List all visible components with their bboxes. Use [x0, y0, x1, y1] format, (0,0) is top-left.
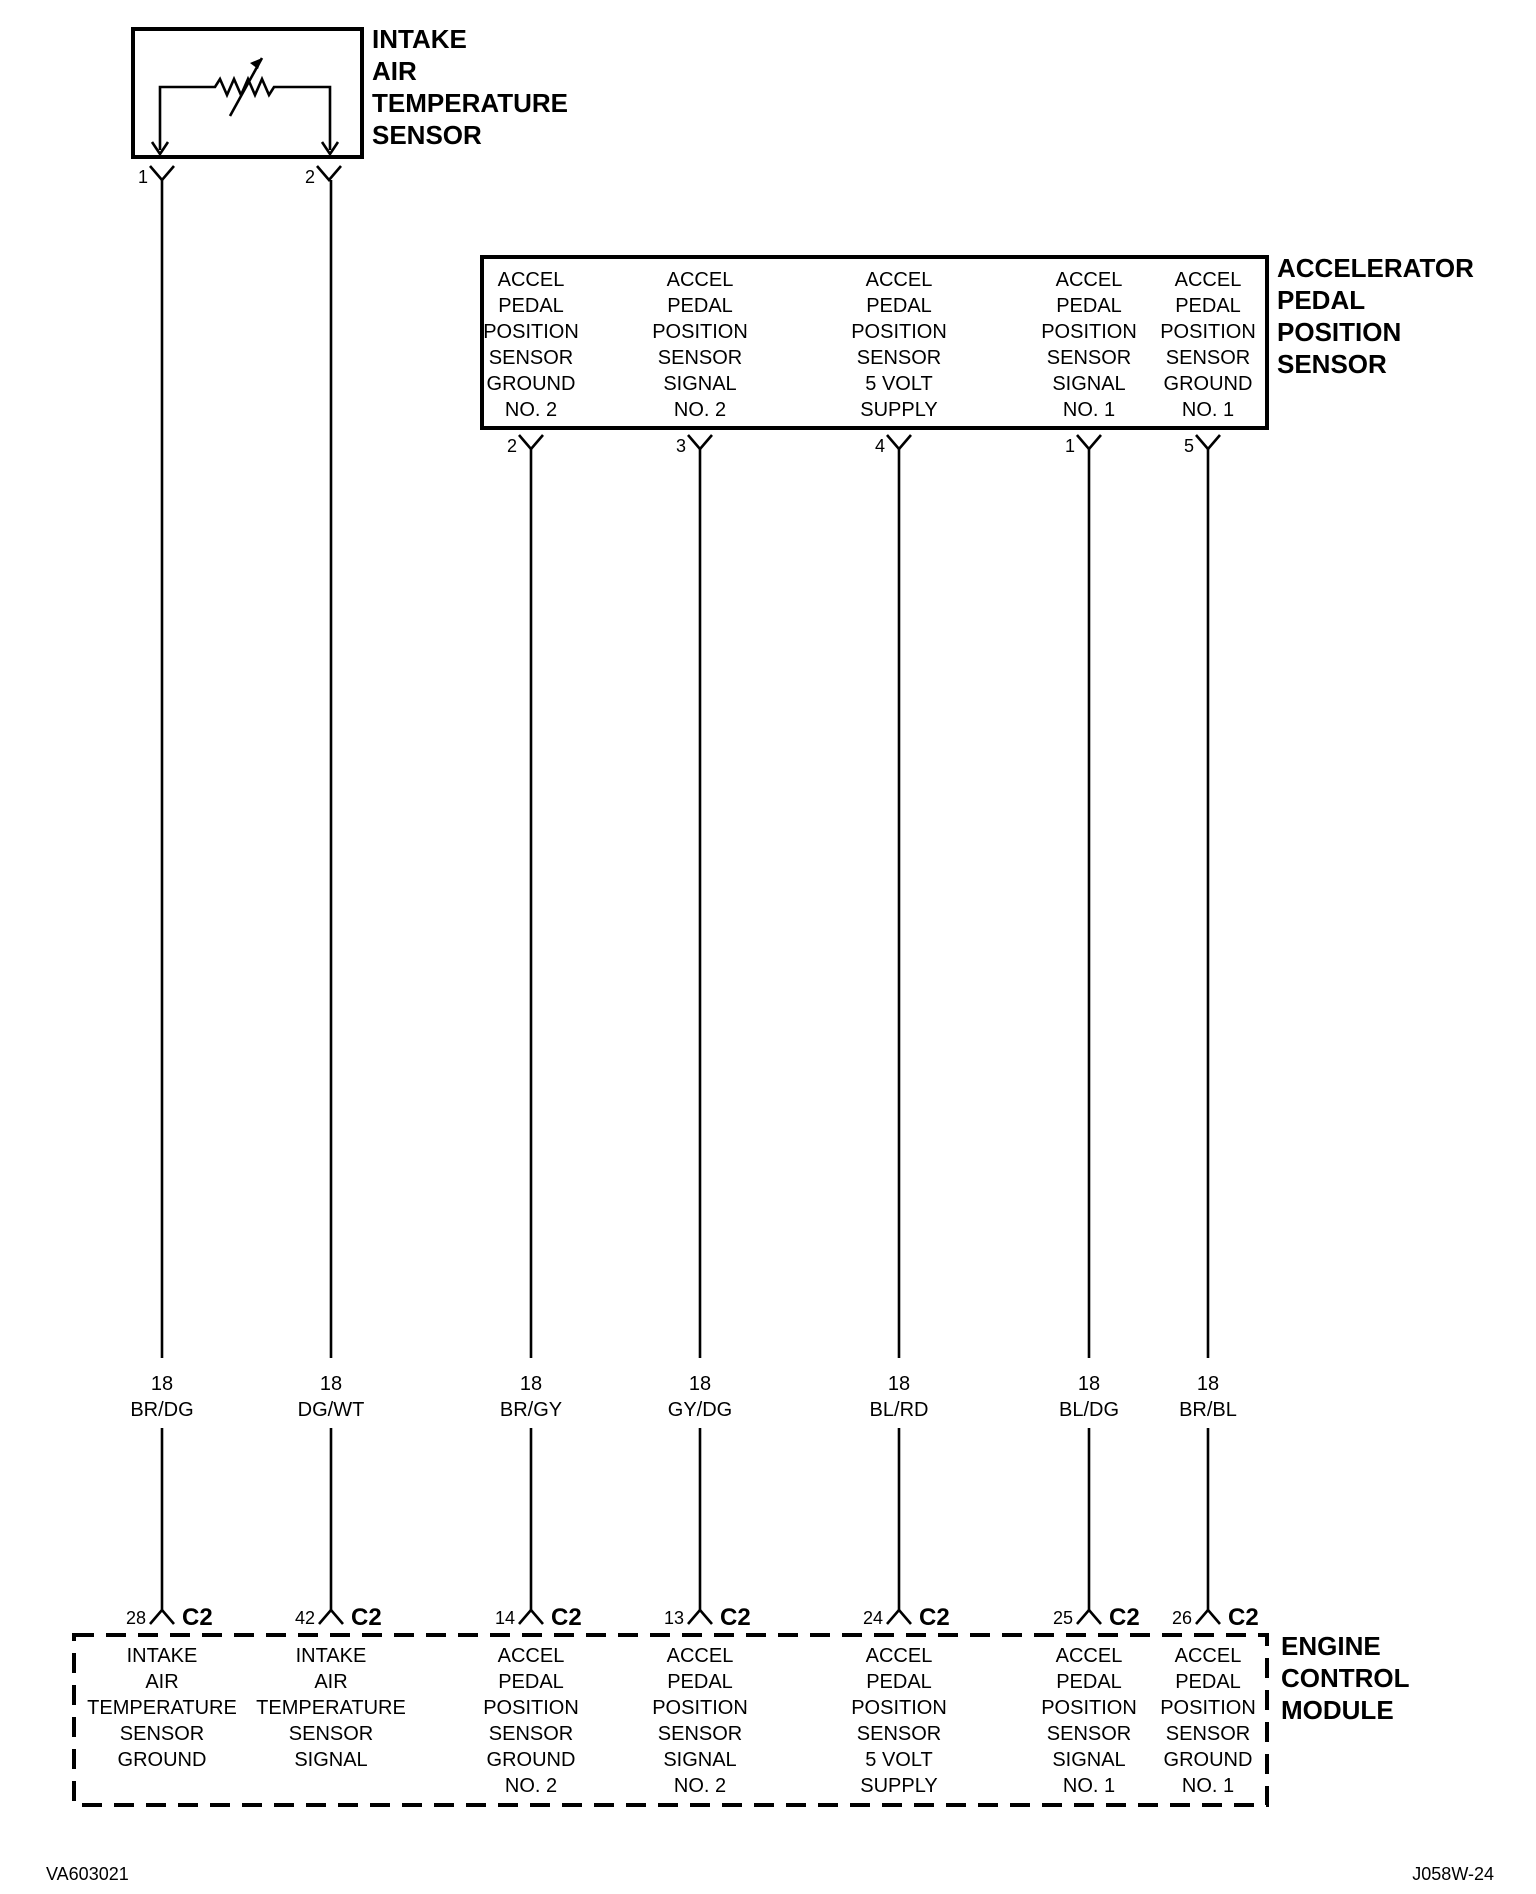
ecm-pin — [664, 1604, 751, 1631]
wire-gauge: 18 — [1077, 1373, 1101, 1395]
ecm-function-line: NO. 2 — [673, 1775, 727, 1797]
app-sensor-pins — [507, 435, 1220, 456]
ecm-function-line: PEDAL — [1175, 1671, 1241, 1693]
ecm-function-labels — [87, 1645, 1256, 1797]
ecm-function-line: GROUND — [117, 1749, 207, 1771]
app-function-line: ACCEL — [497, 269, 565, 291]
app-function-line: SENSOR — [657, 347, 743, 369]
app-pin — [676, 435, 712, 456]
ecm-function-line: ACCEL — [497, 1645, 565, 1667]
ecm-function-line: TEMPERATURE — [256, 1697, 406, 1719]
connector-female-icon — [887, 435, 911, 449]
wire-gauge: 18 — [688, 1373, 712, 1395]
app-sensor-function-labels — [483, 269, 1256, 421]
ecm-connector-id: C2 — [720, 1604, 751, 1631]
app-function-line: POSITION — [652, 321, 748, 343]
ecm-function-line: POSITION — [1041, 1697, 1137, 1719]
app-function-line: NO. 2 — [504, 399, 558, 421]
iat-sensor-title-line-4: SENSOR — [372, 120, 482, 150]
app-pin — [1065, 435, 1101, 456]
ecm-function-label — [483, 1645, 579, 1797]
ecm-function-label — [87, 1645, 237, 1771]
ecm-function-line: PEDAL — [1056, 1671, 1122, 1693]
ecm-pin-number: 13 — [663, 1608, 684, 1628]
ecm-pin — [295, 1604, 382, 1631]
ecm-connector-id: C2 — [1228, 1604, 1259, 1631]
app-function-line: PEDAL — [866, 295, 932, 317]
ecm-function-line: POSITION — [1160, 1697, 1256, 1719]
ecm-connector-id: C2 — [1109, 1604, 1140, 1631]
connector-female-icon — [1077, 435, 1101, 449]
diagram-id-left: VA603021 — [46, 1864, 129, 1884]
app-function-label — [483, 269, 579, 421]
ecm-function-label — [1160, 1645, 1256, 1797]
app-function-line: NO. 1 — [1181, 399, 1235, 421]
app-function-label — [1041, 269, 1137, 421]
ecm-function-line: GROUND — [1163, 1749, 1253, 1771]
wire-gauge: 18 — [887, 1373, 911, 1395]
app-pin-number: 4 — [874, 436, 885, 456]
ecm-function-line: SENSOR — [1046, 1723, 1132, 1745]
connector-female-icon — [519, 435, 543, 449]
app-function-line: PEDAL — [498, 295, 564, 317]
ecm-function-line: SIGNAL — [663, 1749, 737, 1771]
connector-male-icon — [1196, 1610, 1220, 1624]
connector-male-icon — [688, 1610, 712, 1624]
ecm-function-label — [1041, 1645, 1137, 1797]
ecm-connector-id: C2 — [919, 1604, 950, 1631]
app-function-line: ACCEL — [865, 269, 933, 291]
iat-sensor-title-line-1: INTAKE — [372, 24, 467, 54]
ecm-function-line: SENSOR — [119, 1723, 205, 1745]
iat-sensor-box — [133, 29, 362, 157]
ecm-pin-number: 42 — [294, 1608, 315, 1628]
app-function-line: NO. 1 — [1062, 399, 1116, 421]
app-function-line: POSITION — [851, 321, 947, 343]
wire-color: GY/DG — [667, 1399, 733, 1421]
app-pin-number: 1 — [1064, 436, 1075, 456]
ecm-function-line: TEMPERATURE — [87, 1697, 237, 1719]
app-function-line: SIGNAL — [663, 373, 737, 395]
app-function-line: GROUND — [1163, 373, 1253, 395]
app-function-line: PEDAL — [667, 295, 733, 317]
app-function-line: POSITION — [483, 321, 579, 343]
wire-color: BL/RD — [869, 1399, 929, 1421]
app-function-line: POSITION — [1041, 321, 1137, 343]
ecm-function-line: ACCEL — [865, 1645, 933, 1667]
app-pin-number: 5 — [1183, 436, 1194, 456]
app-function-line: SUPPLY — [860, 399, 938, 421]
app-sensor-title-line-1: ACCELERATOR — [1277, 253, 1474, 283]
wire-color: BR/DG — [130, 1399, 194, 1421]
ecm-function-line: PEDAL — [498, 1671, 564, 1693]
ecm-function-line: POSITION — [851, 1697, 947, 1719]
wire-color: DG/WT — [297, 1399, 365, 1421]
app-function-line: SENSOR — [488, 347, 574, 369]
ecm-function-label — [652, 1645, 748, 1797]
ecm-pin — [863, 1604, 950, 1631]
app-function-line: SIGNAL — [1052, 373, 1126, 395]
app-function-line: ACCEL — [666, 269, 734, 291]
app-function-line: SENSOR — [856, 347, 942, 369]
wire — [1059, 449, 1119, 1610]
ecm — [74, 1604, 1410, 1805]
app-pin-number: 3 — [675, 436, 686, 456]
app-function-line: 5 VOLT — [865, 373, 933, 395]
ecm-pin-number: 28 — [125, 1608, 146, 1628]
app-function-label — [652, 269, 748, 421]
ecm-function-line: ACCEL — [666, 1645, 734, 1667]
ecm-pin-number: 24 — [862, 1608, 883, 1628]
connector-male-icon — [319, 1610, 343, 1624]
ecm-title-line-3: MODULE — [1281, 1695, 1394, 1725]
wire — [870, 449, 929, 1610]
app-sensor-title-line-2: PEDAL — [1277, 285, 1366, 315]
app-function-line: POSITION — [1160, 321, 1256, 343]
ecm-function-line: SENSOR — [488, 1723, 574, 1745]
app-pin — [1184, 435, 1220, 456]
app-function-line: GROUND — [486, 373, 576, 395]
ecm-title-line-1: ENGINE — [1281, 1631, 1381, 1661]
ecm-pin — [1053, 1604, 1140, 1631]
wire-gauge: 18 — [150, 1373, 174, 1395]
wire — [500, 449, 562, 1610]
app-pin-number: 2 — [506, 436, 517, 456]
app-pin — [875, 435, 911, 456]
ecm-function-line: AIR — [145, 1671, 179, 1693]
variable-resistor-icon — [152, 58, 338, 154]
app-pin — [507, 435, 543, 456]
wire — [298, 180, 365, 1610]
ecm-function-line: NO. 1 — [1062, 1775, 1116, 1797]
iat-pin-number: 1 — [137, 167, 148, 187]
ecm-function-line: GROUND — [486, 1749, 576, 1771]
ecm-function-line: SENSOR — [657, 1723, 743, 1745]
app-function-line: SENSOR — [1165, 347, 1251, 369]
ecm-function-line: POSITION — [483, 1697, 579, 1719]
ecm-function-line: SENSOR — [1165, 1723, 1251, 1745]
wire-color: BR/BL — [1179, 1399, 1237, 1421]
app-function-line: NO. 2 — [673, 399, 727, 421]
wire — [668, 449, 732, 1610]
connector-male-icon — [519, 1610, 543, 1624]
ecm-function-line: SIGNAL — [1052, 1749, 1126, 1771]
ecm-pin — [1172, 1604, 1259, 1631]
iat-sensor — [133, 24, 568, 187]
ecm-function-line: NO. 2 — [504, 1775, 558, 1797]
wire — [1179, 449, 1237, 1610]
ecm-function-line: POSITION — [652, 1697, 748, 1719]
wire-gauge: 18 — [1196, 1373, 1220, 1395]
ecm-function-line: INTAKE — [126, 1645, 198, 1667]
ecm-pin — [495, 1604, 582, 1631]
app-function-line: ACCEL — [1174, 269, 1242, 291]
wire-color: BR/GY — [499, 1399, 563, 1421]
ecm-function-line: SENSOR — [288, 1723, 374, 1745]
wire — [130, 180, 193, 1610]
ecm-function-label — [256, 1645, 406, 1771]
ecm-function-label — [851, 1645, 947, 1797]
ecm-function-line: PEDAL — [866, 1671, 932, 1693]
ecm-function-line: INTAKE — [295, 1645, 367, 1667]
app-function-label — [1160, 269, 1256, 421]
app-function-line: PEDAL — [1056, 295, 1122, 317]
ecm-pin-number: 14 — [494, 1608, 515, 1628]
ecm-function-line: SUPPLY — [860, 1775, 938, 1797]
connector-female-icon — [688, 435, 712, 449]
ecm-function-line: SENSOR — [856, 1723, 942, 1745]
ecm-function-line: SIGNAL — [294, 1749, 368, 1771]
ecm-connector-id: C2 — [351, 1604, 382, 1631]
ecm-pin-number: 25 — [1052, 1608, 1073, 1628]
ecm-pin — [126, 1604, 213, 1631]
app-sensor-title-line-3: POSITION — [1277, 317, 1402, 347]
iat-sensor-title-line-3: TEMPERATURE — [372, 88, 568, 118]
app-function-line: SENSOR — [1046, 347, 1132, 369]
connector-male-icon — [1077, 1610, 1101, 1624]
connector-male-icon — [150, 1610, 174, 1624]
ecm-function-line: ACCEL — [1055, 1645, 1123, 1667]
iat-pin-2 — [305, 166, 341, 187]
app-function-line: PEDAL — [1175, 295, 1241, 317]
iat-pin-number: 2 — [304, 167, 315, 187]
app-sensor-title-line-4: SENSOR — [1277, 349, 1387, 379]
connector-male-icon — [887, 1610, 911, 1624]
ecm-function-line: PEDAL — [667, 1671, 733, 1693]
iat-sensor-title-line-2: AIR — [372, 56, 417, 86]
app-function-line: ACCEL — [1055, 269, 1123, 291]
ecm-title-line-2: CONTROL — [1281, 1663, 1410, 1693]
connector-female-icon — [317, 166, 341, 180]
wire-gauge: 18 — [319, 1373, 343, 1395]
ecm-function-line: 5 VOLT — [865, 1749, 933, 1771]
ecm-function-line: AIR — [314, 1671, 348, 1693]
ecm-connector-id: C2 — [182, 1604, 213, 1631]
ecm-connector-id: C2 — [551, 1604, 582, 1631]
wire-color: BL/DG — [1058, 1399, 1120, 1421]
ecm-function-line: ACCEL — [1174, 1645, 1242, 1667]
connector-female-icon — [150, 166, 174, 180]
wire-gauge: 18 — [519, 1373, 543, 1395]
iat-pin-1 — [138, 166, 174, 187]
ecm-function-line: NO. 1 — [1181, 1775, 1235, 1797]
app-sensor — [482, 253, 1474, 456]
ecm-pin-number: 26 — [1171, 1608, 1192, 1628]
connector-female-icon — [1196, 435, 1220, 449]
diagram-id-right: J058W-24 — [1412, 1864, 1494, 1884]
app-function-label — [851, 269, 947, 421]
